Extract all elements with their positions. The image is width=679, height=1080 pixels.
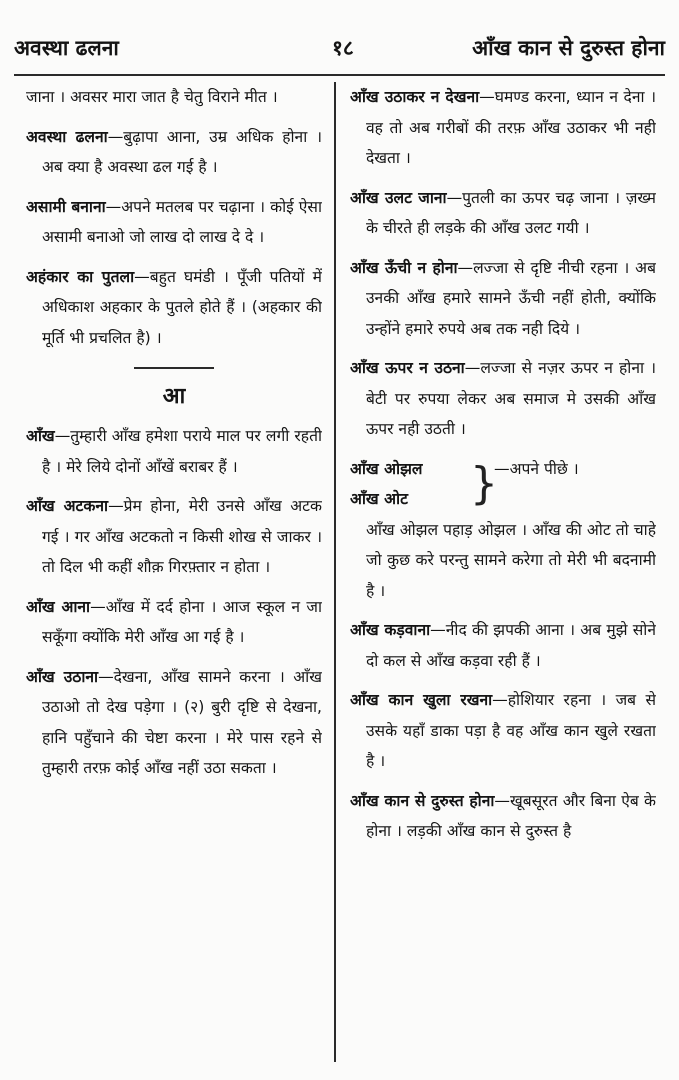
entry-headword: आँख ओट (350, 490, 408, 508)
entry-text: —घमण्ड करना, ध्यान न देना । वह तो अब गरीबों की तरफ़ आँख उठाकर भी नही देखता । (366, 88, 656, 167)
dictionary-entry (26, 491, 322, 583)
dictionary-entry (26, 421, 322, 482)
dictionary-entry (350, 786, 656, 847)
dictionary-entry (350, 253, 656, 345)
entry-headword: आँख ऊँची न होना (350, 258, 458, 277)
entry-headword: आँख कान खुला रखना (350, 691, 493, 709)
left-column (26, 82, 322, 1080)
dictionary-entry (350, 183, 656, 244)
dictionary-entry (350, 615, 656, 676)
entry-text: —आँख में दर्द होना । आज स्कूल न जा सकूँगा क्योंकि मेरी आँख आ गई है । (42, 597, 322, 646)
entry-headword: असामी बनाना (26, 197, 106, 216)
column-divider (334, 82, 336, 1062)
brace-glyph: } (470, 457, 498, 509)
entry-headword: आँख आना (26, 597, 91, 616)
entry-headword: आँख (26, 427, 55, 445)
entry-text: —लज्जा से दृष्टि नीची रहना । अब उनकी आँख हमारे सामने ऊँची नहीं होती, क्योंकि उन्होंने हमारे रुपये अब तक नही दिये । (366, 258, 656, 338)
entry-text: —खूबसूरत और बिना ऐब के होना । लड़की आँख कान से दुरुस्त है (366, 791, 656, 840)
continuation-text: जाना । अवसर मारा जात है चेतु विराने मीत । (26, 88, 278, 106)
entry-headword: आँख अटकना (26, 497, 109, 515)
entry-text: —अपने मतलब पर चढ़ाना । कोई ऐसा असामी बनाओ जो लाख दो लाख दे दे । (42, 197, 322, 246)
entry-text: —बहुत घमंडी । पूँजी पतियों में अधिकाश अहकार के पुतले होते हैं । (अहकार की मूर्ति भी प्रचलित है) । (42, 267, 322, 347)
entry-text: आँख ओझल पहाड़ ओझल । आँख की ओट तो चाहे जो कुछ करे परन्तु सामने करेगा तो मेरी भी बदनामी है । (366, 520, 656, 600)
header-rule (14, 74, 665, 76)
right-column (350, 82, 656, 1080)
entry-headword: अवस्था ढलना (26, 127, 108, 146)
dictionary-entry (350, 82, 656, 174)
entry-headword: अहंकार का पुतला (26, 267, 135, 286)
entry-headword: आँख उलट जाना (350, 188, 447, 207)
entry-text: —तुम्हारी आँख हमेशा पराये माल पर लगी रहती है । मेरे लिये दोनों आँखें बराबर हैं । (42, 427, 322, 476)
paired-entry (350, 454, 656, 607)
entry-headword: आँख कड़वाना (350, 621, 431, 639)
section-divider (134, 367, 214, 369)
paired-entry-row (350, 454, 656, 485)
dictionary-entry (26, 122, 322, 183)
section-heading-letter: आ (162, 384, 186, 409)
header-right-guideword: आँख कान से दुरुस्त होना (472, 36, 665, 60)
dictionary-entry (26, 662, 322, 784)
entry-text: —बुढ़ापा आना, उम्र अधिक होना । अब क्या है अवस्था ढल गई है । (42, 127, 322, 176)
entry-text: —पुतली का ऊपर चढ़ जाना । ज़ख्म के चीरते ही लड़के की आँख उलट गयी । (366, 188, 656, 237)
entry-gloss: —अपने पीछे । (494, 459, 579, 478)
entry-headword: आँख उठाकर न देखना (350, 88, 480, 106)
entry-headword: आँख ओझल (350, 459, 423, 478)
header-left-guideword: अवस्था ढलना (14, 36, 119, 60)
entry-text: —लज्जा से नज़र ऊपर न होना । बेटी पर रुपया लेकर अब समाज मे उसकी आँख ऊपर नही उठती । (366, 359, 656, 438)
entry-headword: आँख ऊपर न उठना (350, 359, 465, 377)
entry-text: —प्रेम होना, मेरी उनसे आँख अटक गई । गर आँख अटकतो न किसी शोख से जाकर । तो दिल भी कहीं शौक़ गिरफ़्तार न होता । (42, 497, 322, 576)
dictionary-entry (26, 262, 322, 354)
page-header (14, 28, 665, 68)
entry-text: —होशियार रहना । जब से उसके यहाँ डाका पड़ा है वह आँख कान खुले रखता है । (366, 691, 656, 770)
entry-headword: आँख कान से दुरुस्त होना (350, 791, 495, 810)
dictionary-entry (26, 192, 322, 253)
dictionary-entry (350, 685, 656, 777)
page-number: १८ (332, 36, 354, 60)
entry-text: —देखना, आँख सामने करना । आँख उठाओ तो देख पड़ेगा । (२) बुरी दृष्टि से देखना, हानि पहुँचाने की चेष्टा करना । मेरे पास रहने से तुम्हारी तरफ़ कोई आँख नहीं उठा सकता । (42, 667, 322, 777)
dictionary-entry (350, 353, 656, 445)
entry-text: —नीद की झपकी आना । अब मुझे सोने दो कल से आँख कड़वा रही हैं । (366, 621, 656, 670)
entry-headword: आँख उठाना (26, 667, 99, 686)
paired-entry-row (350, 484, 656, 515)
dictionary-entry (26, 592, 322, 653)
